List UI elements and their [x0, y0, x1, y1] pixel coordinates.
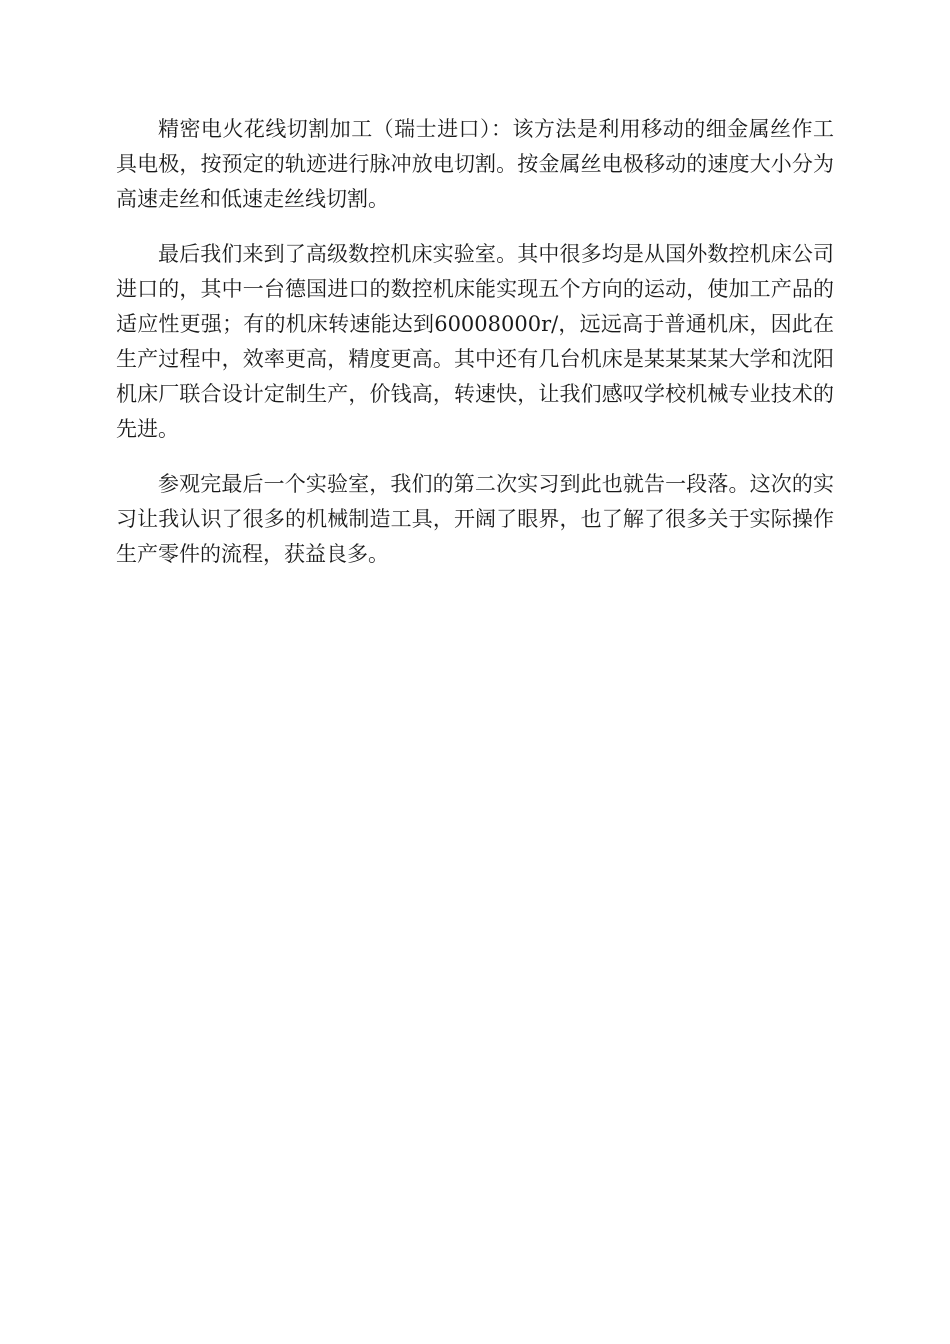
paragraph-cnc-lab: 最后我们来到了高级数控机床实验室。其中很多均是从国外数控机床公司进口的，其中一台德国进口的数控机床能实现五个方向的运动，使加工产品的适应性更强；有的机床转速能达到60008000r/，远远高于普通机床，因此在生产过程中，效率更高，精度更高。其中还有几台机床是某某某某大学和沈阳机床厂联合设计定制生产，价钱高，转速快，让我们感叹学校机械专业技术的先进。 [116, 242, 834, 441]
paragraph-conclusion: 参观完最后一个实验室，我们的第二次实习到此也就告一段落。这次的实习让我认识了很多的机械制造工具，开阔了眼界，也了解了很多关于实际操作生产零件的流程，获益良多。 [116, 472, 834, 566]
document-body [116, 112, 834, 592]
paragraph-wire-cutting: 精密电火花线切割加工（瑞士进口）：该方法是利用移动的细金属丝作工具电极，按预定的轨迹进行脉冲放电切割。按金属丝电极移动的速度大小分为高速走丝和低速走丝线切割。 [116, 117, 834, 211]
